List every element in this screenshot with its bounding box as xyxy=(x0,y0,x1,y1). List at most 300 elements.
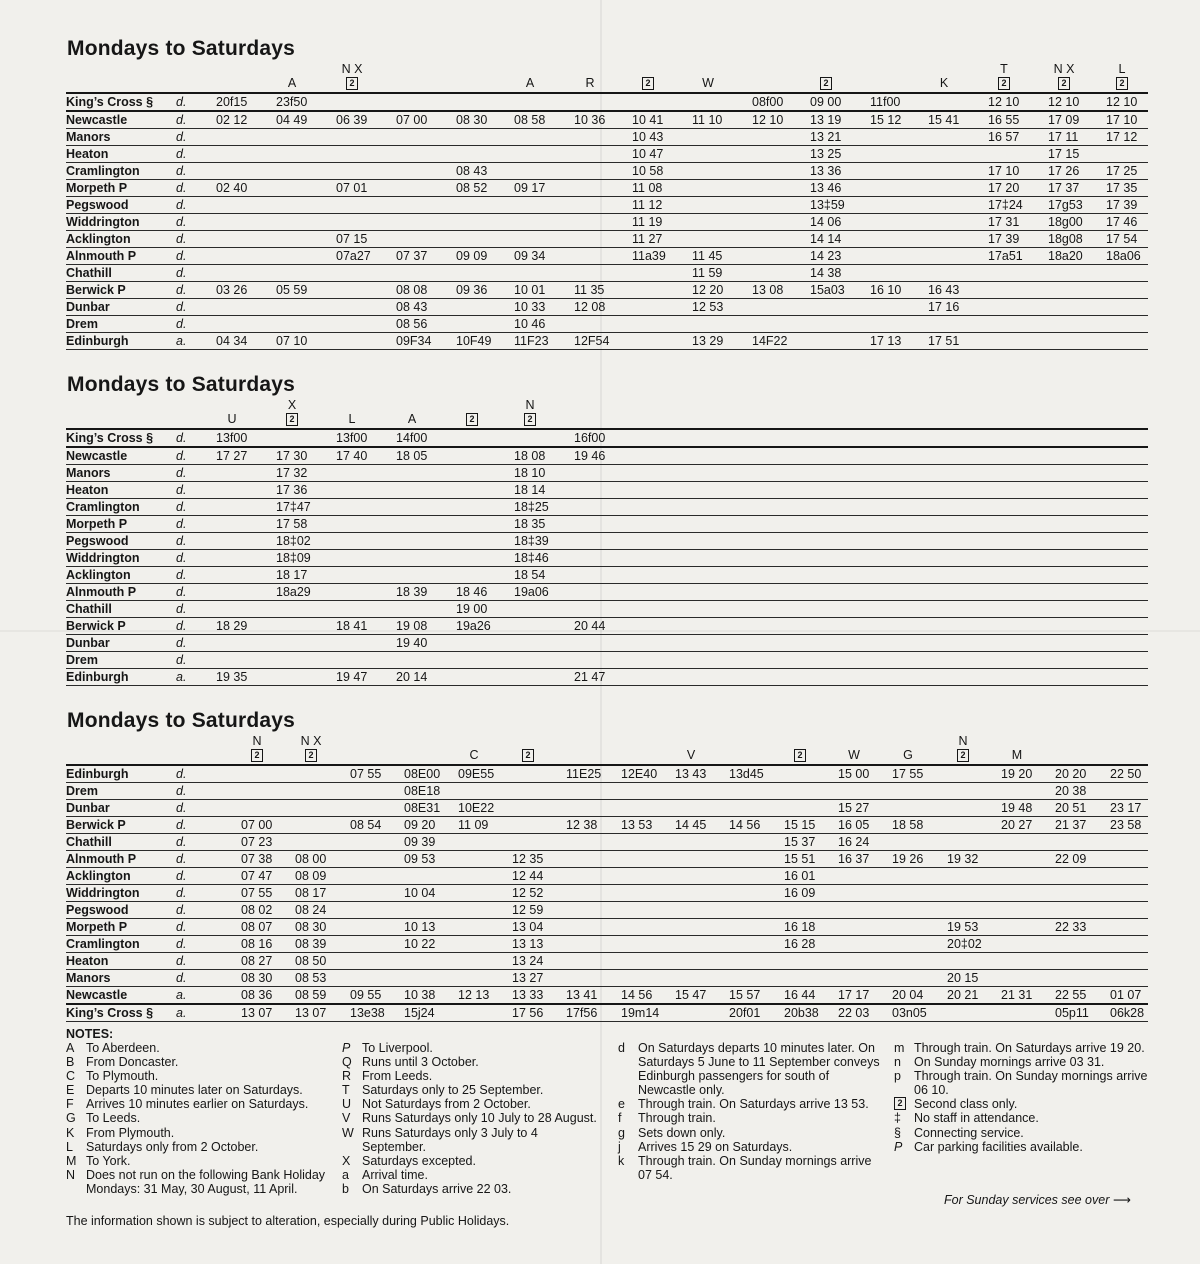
time-cell: 17 16 xyxy=(928,300,960,314)
time-cell: 07 37 xyxy=(396,249,428,263)
station-name: Morpeth P xyxy=(66,181,128,195)
note-item xyxy=(66,1126,328,1140)
station-name: Drem xyxy=(66,784,98,798)
arrive-depart-marker: d. xyxy=(176,835,187,849)
time-cell: 12 35 xyxy=(512,852,544,866)
service-code: K xyxy=(939,76,949,90)
arrive-depart-marker: d. xyxy=(176,869,187,883)
note-text: Through train. On Sunday mornings arrive 07 54. xyxy=(638,1153,872,1182)
column-code xyxy=(933,734,993,762)
time-cell: 18‡46 xyxy=(514,551,549,565)
column-code xyxy=(382,412,442,426)
time-cell: 12 53 xyxy=(692,300,724,314)
note-item xyxy=(618,1041,880,1097)
time-cell: 08 02 xyxy=(241,903,273,917)
note-text: Does not run on the following Bank Holiday Mondays: 31 May, 30 August, 11 April. xyxy=(86,1167,326,1196)
note-text: No staff in attendance. xyxy=(914,1111,1039,1126)
station-name: Manors xyxy=(66,130,111,144)
time-cell: 08 36 xyxy=(241,988,273,1002)
time-cell: 17 30 xyxy=(276,449,308,463)
station-name: Alnmouth P xyxy=(66,852,137,866)
note-text: To York. xyxy=(86,1153,131,1168)
time-cell: 11 59 xyxy=(692,266,723,280)
time-cell: 09E55 xyxy=(458,767,495,781)
note-text: Runs Saturdays only 3 July to 4 September. xyxy=(362,1125,538,1154)
time-cell: 15 57 xyxy=(729,988,761,1002)
table-row xyxy=(66,465,1148,482)
time-cell: 13 36 xyxy=(810,164,842,178)
table-row xyxy=(66,316,1148,333)
time-cell: 13 07 xyxy=(241,1006,273,1020)
time-cell: 18 35 xyxy=(514,517,546,531)
service-code: X xyxy=(287,398,297,412)
time-cell: 08 30 xyxy=(241,971,273,985)
arrive-depart-marker: d. xyxy=(176,181,187,195)
sunday-services-link[interactable] xyxy=(944,1192,1131,1207)
time-cell: 13 04 xyxy=(512,920,544,934)
second-class-icon: 2 xyxy=(820,77,832,90)
time-cell: 13 13 xyxy=(512,937,544,951)
note-key: p xyxy=(894,1069,901,1084)
time-cell: 08E31 xyxy=(404,801,441,815)
time-cell: 13 46 xyxy=(810,181,842,195)
note-key: n xyxy=(894,1055,901,1070)
column-code xyxy=(1092,62,1152,90)
station-name: Alnmouth P xyxy=(66,585,137,599)
time-cell: 12E40 xyxy=(621,767,658,781)
note-item xyxy=(66,1041,328,1055)
arrive-depart-marker: d. xyxy=(176,767,187,781)
note-key: V xyxy=(342,1111,351,1126)
service-code: R xyxy=(585,76,595,90)
time-cell: 13 25 xyxy=(810,147,842,161)
table-row xyxy=(66,601,1148,618)
note-item xyxy=(618,1126,880,1140)
time-cell: 14 06 xyxy=(810,215,842,229)
time-cell: 17f56 xyxy=(566,1006,598,1020)
station-name: Pegswood xyxy=(66,198,129,212)
time-cell: 08E00 xyxy=(404,767,441,781)
table-row xyxy=(66,584,1148,601)
table-row xyxy=(66,783,1148,800)
time-cell: 12 20 xyxy=(692,283,724,297)
note-text: On Saturdays arrive 22 03. xyxy=(362,1181,512,1196)
time-cell: 20 27 xyxy=(1001,818,1033,832)
station-name: Dunbar xyxy=(66,636,110,650)
note-item xyxy=(66,1069,328,1083)
note-item xyxy=(894,1097,1148,1111)
time-cell: 09 20 xyxy=(404,818,436,832)
service-code: U xyxy=(227,412,237,426)
time-cell: 08 30 xyxy=(295,920,327,934)
time-cell: 20‡02 xyxy=(947,937,982,951)
time-cell: 18‡02 xyxy=(276,534,311,548)
notes-column-4 xyxy=(894,1041,1148,1154)
time-cell: 12 44 xyxy=(512,869,544,883)
note-key: U xyxy=(342,1097,352,1112)
time-cell: 10 46 xyxy=(514,317,546,331)
time-cell: 18 05 xyxy=(396,449,428,463)
table-row xyxy=(66,248,1148,265)
table-2-heading: Mondays to Saturdays xyxy=(67,373,296,396)
time-cell: 17 27 xyxy=(216,449,248,463)
time-cell: 08 52 xyxy=(456,181,488,195)
column-code xyxy=(444,748,504,762)
time-cell: 06 39 xyxy=(336,113,368,127)
time-cell: 17 36 xyxy=(276,483,308,497)
arrive-depart-marker: d. xyxy=(176,249,187,263)
arrive-depart-marker: d. xyxy=(176,164,187,178)
note-key: N xyxy=(66,1167,76,1182)
table-3-heading: Mondays to Saturdays xyxy=(67,709,296,732)
service-code: A xyxy=(525,76,535,90)
second-class-icon: 2 xyxy=(305,749,317,762)
second-class-icon: 2 xyxy=(642,77,654,90)
column-code xyxy=(322,62,382,90)
station-name: Cramlington xyxy=(66,500,140,514)
station-name: Newcastle xyxy=(66,988,128,1002)
second-class-icon: 2 xyxy=(957,749,969,762)
table-1-heading: Mondays to Saturdays xyxy=(67,37,296,60)
column-code xyxy=(560,76,620,90)
note-key: P xyxy=(894,1139,903,1154)
table-row xyxy=(66,180,1148,197)
note-key: A xyxy=(66,1041,75,1055)
service-code: N X xyxy=(1053,62,1075,76)
note-text: From Doncaster. xyxy=(86,1055,179,1070)
service-code: W xyxy=(702,76,714,90)
note-item xyxy=(66,1154,328,1168)
time-cell: 09 09 xyxy=(456,249,488,263)
time-cell: 18g00 xyxy=(1048,215,1083,229)
arrive-depart-marker: d. xyxy=(176,431,187,445)
time-cell: 12 59 xyxy=(512,903,544,917)
note-item xyxy=(618,1111,880,1125)
service-code: L xyxy=(1118,62,1126,76)
arrive-depart-marker: d. xyxy=(176,147,187,161)
time-cell: 09F34 xyxy=(396,334,432,348)
note-key: W xyxy=(342,1125,354,1140)
time-cell: 16 28 xyxy=(784,937,816,951)
note-key: d xyxy=(618,1041,625,1055)
arrive-depart-marker: d. xyxy=(176,198,187,212)
arrive-depart-marker: d. xyxy=(176,300,187,314)
time-cell: 19 53 xyxy=(947,920,979,934)
station-name: Heaton xyxy=(66,147,109,161)
time-cell: 12 52 xyxy=(512,886,544,900)
time-cell: 15 00 xyxy=(838,767,870,781)
time-cell: 20 51 xyxy=(1055,801,1087,815)
arrive-depart-marker: d. xyxy=(176,95,187,109)
note-key: M xyxy=(66,1153,77,1168)
time-cell: 12 13 xyxy=(458,988,490,1002)
time-cell: 18 58 xyxy=(892,818,924,832)
note-key: e xyxy=(618,1097,625,1112)
time-cell: 18 17 xyxy=(276,568,308,582)
time-cell: 11 27 xyxy=(632,232,663,246)
time-cell: 18‡25 xyxy=(514,500,549,514)
time-cell: 13e38 xyxy=(350,1006,385,1020)
table-row xyxy=(66,265,1148,282)
table-row xyxy=(66,970,1148,987)
note-text: From Leeds. xyxy=(362,1069,433,1084)
time-cell: 07 00 xyxy=(241,818,273,832)
time-cell: 14 38 xyxy=(810,266,842,280)
time-cell: 18 41 xyxy=(336,619,368,633)
second-class-icon: 2 xyxy=(466,413,478,426)
arrive-depart-marker: d. xyxy=(176,602,187,616)
time-cell: 03n05 xyxy=(892,1006,927,1020)
service-code: N xyxy=(958,734,968,748)
arrive-depart-marker: d. xyxy=(176,466,187,480)
timetable-rows xyxy=(66,764,1148,1022)
column-code xyxy=(1034,62,1094,90)
time-cell: 18 14 xyxy=(514,483,546,497)
time-cell: 22 03 xyxy=(838,1006,870,1020)
time-cell: 14 45 xyxy=(675,818,707,832)
time-cell: 04 34 xyxy=(216,334,248,348)
station-name: Berwick P xyxy=(66,619,126,633)
time-cell: 14f00 xyxy=(396,431,428,445)
time-cell: 10 58 xyxy=(632,164,664,178)
time-cell: 17 32 xyxy=(276,466,308,480)
station-name: Manors xyxy=(66,466,111,480)
time-cell: 11f00 xyxy=(870,95,901,109)
time-cell: 17 26 xyxy=(1048,164,1080,178)
note-item xyxy=(618,1154,880,1182)
station-name: Morpeth P xyxy=(66,920,128,934)
time-cell: 17 11 xyxy=(1048,130,1079,144)
column-code xyxy=(678,76,738,90)
time-cell: 13 27 xyxy=(512,971,544,985)
station-name: Berwick P xyxy=(66,283,126,297)
time-cell: 17 55 xyxy=(892,767,924,781)
time-cell: 17 13 xyxy=(870,334,902,348)
timetable-2 xyxy=(66,398,1148,686)
time-cell: 19 20 xyxy=(1001,767,1033,781)
time-cell: 13 41 xyxy=(566,988,598,1002)
arrive-depart-marker: d. xyxy=(176,130,187,144)
time-cell: 23 17 xyxy=(1110,801,1142,815)
time-cell: 10 22 xyxy=(404,937,436,951)
time-cell: 17 40 xyxy=(336,449,368,463)
time-cell: 12 10 xyxy=(1106,95,1138,109)
arrive-depart-marker: d. xyxy=(176,534,187,548)
column-code xyxy=(322,412,382,426)
arrive-depart-marker: d. xyxy=(176,852,187,866)
timetable-rows xyxy=(66,428,1148,686)
note-text: To Liverpool. xyxy=(362,1041,433,1055)
note-text: Saturdays only from 2 October. xyxy=(86,1139,259,1154)
note-text: Not Saturdays from 2 October. xyxy=(362,1097,531,1112)
time-cell: 21 31 xyxy=(1001,988,1033,1002)
time-cell: 03 26 xyxy=(216,283,248,297)
time-cell: 13 33 xyxy=(512,988,544,1002)
time-cell: 20 04 xyxy=(892,988,924,1002)
service-code: N X xyxy=(300,734,322,748)
time-cell: 17 17 xyxy=(838,988,870,1002)
table-row xyxy=(66,766,1148,783)
arrive-depart-marker: d. xyxy=(176,283,187,297)
column-code xyxy=(974,62,1034,90)
station-name: Edinburgh xyxy=(66,334,129,348)
time-cell: 18 10 xyxy=(514,466,546,480)
note-item xyxy=(66,1111,328,1125)
station-name: Berwick P xyxy=(66,818,126,832)
note-key: K xyxy=(66,1125,75,1140)
time-cell: 19 40 xyxy=(396,636,428,650)
time-cell: 16 44 xyxy=(784,988,816,1002)
time-cell: 07 00 xyxy=(396,113,428,127)
arrive-depart-marker: d. xyxy=(176,903,187,917)
note-item xyxy=(342,1182,604,1196)
service-code: N X xyxy=(341,62,363,76)
time-cell: 17‡47 xyxy=(276,500,311,514)
note-item xyxy=(342,1126,604,1154)
arrive-depart-marker: d. xyxy=(176,784,187,798)
time-cell: 09 34 xyxy=(514,249,546,263)
time-cell: 08 30 xyxy=(456,113,488,127)
note-text: Saturdays only to 25 September. xyxy=(362,1083,544,1098)
arrive-depart-marker: d. xyxy=(176,937,187,951)
time-cell: 19m14 xyxy=(621,1006,660,1020)
time-cell: 18 29 xyxy=(216,619,248,633)
time-cell: 20 38 xyxy=(1055,784,1087,798)
time-cell: 10 33 xyxy=(514,300,546,314)
time-cell: 11 45 xyxy=(692,249,723,263)
note-key: k xyxy=(618,1153,625,1168)
table-row xyxy=(66,800,1148,817)
time-cell: 12 10 xyxy=(988,95,1020,109)
second-class-icon: 2 xyxy=(1116,77,1128,90)
note-item xyxy=(342,1097,604,1111)
service-code: A xyxy=(287,76,297,90)
arrive-depart-marker: d. xyxy=(176,500,187,514)
time-cell: 17 09 xyxy=(1048,113,1080,127)
note-key: E xyxy=(66,1083,75,1098)
time-cell: 13 08 xyxy=(752,283,784,297)
note-item xyxy=(66,1083,328,1097)
note-key: b xyxy=(342,1181,349,1196)
time-cell: 14F22 xyxy=(752,334,788,348)
note-key: a xyxy=(342,1167,349,1182)
column-codes xyxy=(66,62,1148,92)
second-class-icon: 2 xyxy=(998,77,1010,90)
arrive-depart-marker: d. xyxy=(176,232,187,246)
table-row xyxy=(66,652,1148,669)
arrive-depart-marker: d. xyxy=(176,113,187,127)
station-name: Drem xyxy=(66,653,98,667)
time-cell: 17g53 xyxy=(1048,198,1083,212)
station-name: Chathill xyxy=(66,602,112,616)
table-row xyxy=(66,197,1148,214)
time-cell: 05p11 xyxy=(1055,1006,1089,1020)
note-text: Departs 10 minutes later on Saturdays. xyxy=(86,1083,303,1098)
note-text: On Saturdays departs 10 minutes later. On Saturdays 5 June to 11 September conveys Edinburgh passengers for south of Newcastle only. xyxy=(638,1041,880,1098)
time-cell: 10E22 xyxy=(458,801,495,815)
time-cell: 10F49 xyxy=(456,334,492,348)
time-cell: 15 47 xyxy=(675,988,707,1002)
station-name: Acklington xyxy=(66,568,131,582)
time-cell: 04 49 xyxy=(276,113,308,127)
station-name: Widdrington xyxy=(66,215,140,229)
note-item xyxy=(66,1097,328,1111)
time-cell: 13 24 xyxy=(512,954,544,968)
time-cell: 17‡24 xyxy=(988,198,1023,212)
station-name: Manors xyxy=(66,971,111,985)
timetable-1 xyxy=(66,62,1148,350)
second-class-icon: 2 xyxy=(346,77,358,90)
time-cell: 17 12 xyxy=(1106,130,1138,144)
note-item xyxy=(342,1069,604,1083)
notes-column-2 xyxy=(342,1041,604,1196)
time-cell: 16 18 xyxy=(784,920,816,934)
station-name: Dunbar xyxy=(66,300,110,314)
time-cell: 15 27 xyxy=(838,801,870,815)
time-cell: 12 10 xyxy=(752,113,784,127)
table-row xyxy=(66,482,1148,499)
note-key: R xyxy=(342,1069,352,1084)
column-code xyxy=(914,76,974,90)
time-cell: 08 39 xyxy=(295,937,327,951)
time-cell: 20b38 xyxy=(784,1006,819,1020)
time-cell: 07 01 xyxy=(336,181,368,195)
time-cell: 19 08 xyxy=(396,619,428,633)
notes-column-1 xyxy=(66,1041,328,1196)
time-cell: 16 24 xyxy=(838,835,870,849)
time-cell: 11 12 xyxy=(632,198,663,212)
time-cell: 15 37 xyxy=(784,835,816,849)
station-name: King’s Cross § xyxy=(66,431,154,445)
time-cell: 19 32 xyxy=(947,852,979,866)
note-key: Q xyxy=(342,1055,352,1070)
second-class-icon: 2 xyxy=(1058,77,1070,90)
time-cell: 15a03 xyxy=(810,283,845,297)
table-row xyxy=(66,987,1148,1005)
column-code xyxy=(500,76,560,90)
note-item xyxy=(894,1055,1148,1069)
service-code: T xyxy=(1000,62,1008,76)
time-cell: 13 19 xyxy=(810,113,842,127)
column-code xyxy=(498,748,558,762)
column-code xyxy=(281,734,341,762)
time-cell: 17 39 xyxy=(1106,198,1138,212)
time-cell: 08 43 xyxy=(456,164,488,178)
time-cell: 02 40 xyxy=(216,181,248,195)
time-cell: 11 19 xyxy=(632,215,663,229)
column-codes xyxy=(66,734,1148,764)
table-row xyxy=(66,533,1148,550)
time-cell: 10 47 xyxy=(632,147,664,161)
service-code: W xyxy=(848,748,860,762)
time-cell: 10 01 xyxy=(514,283,546,297)
arrive-depart-marker: d. xyxy=(176,483,187,497)
column-code xyxy=(442,412,502,426)
time-cell: 08 58 xyxy=(514,113,546,127)
notes-title: NOTES: xyxy=(66,1027,114,1041)
column-code xyxy=(987,748,1047,762)
second-class-icon: 2 xyxy=(524,413,536,426)
time-cell: 01 07 xyxy=(1110,988,1142,1002)
note-item xyxy=(342,1154,604,1168)
time-cell: 16 43 xyxy=(928,283,960,297)
time-cell: 08 07 xyxy=(241,920,273,934)
arrive-depart-marker: d. xyxy=(176,920,187,934)
arrive-depart-marker: d. xyxy=(176,551,187,565)
column-code xyxy=(618,76,678,90)
time-cell: 05 59 xyxy=(276,283,308,297)
station-name: King’s Cross § xyxy=(66,95,154,109)
